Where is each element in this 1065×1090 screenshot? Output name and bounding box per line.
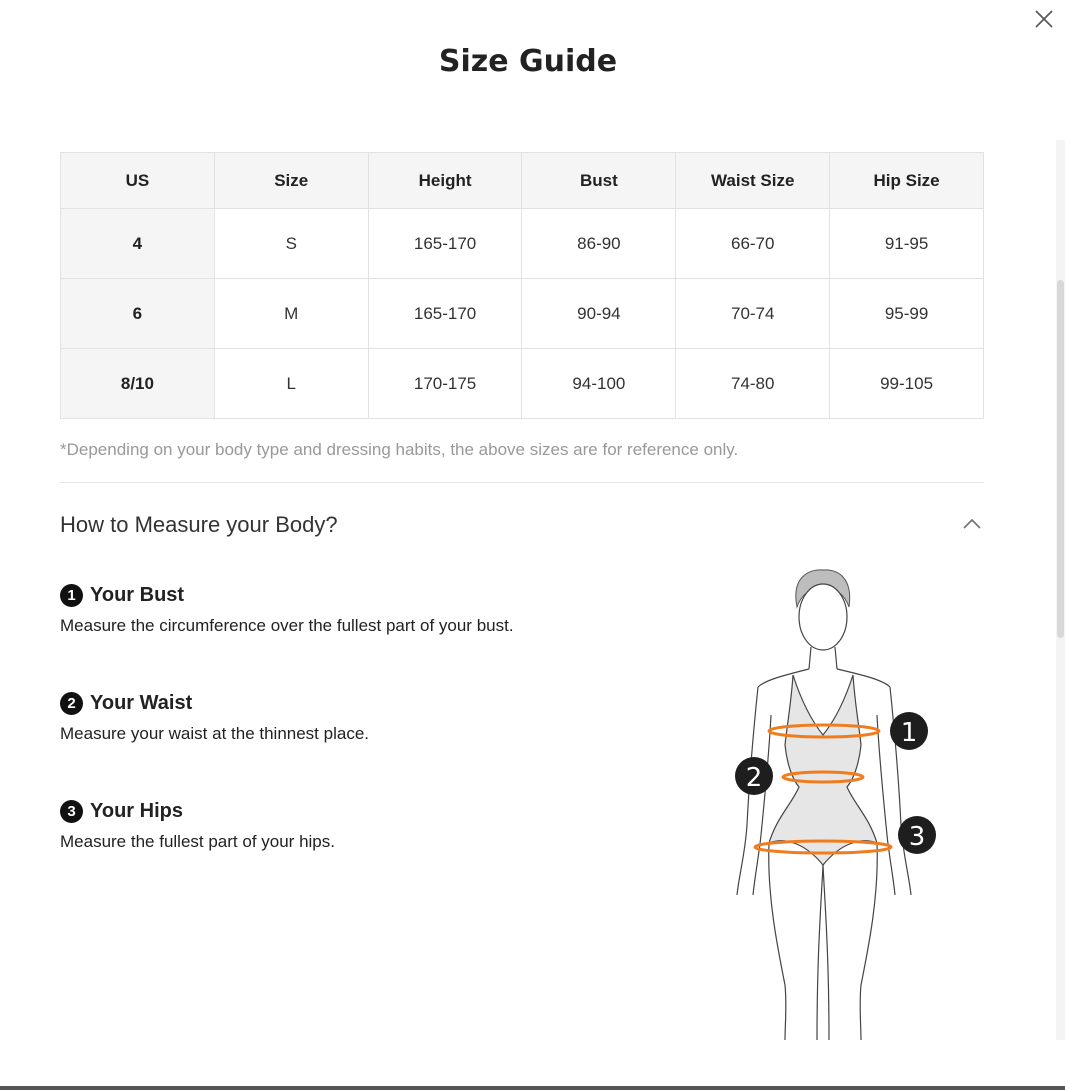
chevron-up-icon: [962, 517, 982, 531]
table-row: [61, 349, 984, 419]
marker-1: [890, 712, 928, 750]
table-cell-us: 8/10: [61, 349, 215, 419]
scrollbar-thumb[interactable]: [1057, 280, 1064, 638]
table-cell: 91-95: [830, 209, 984, 279]
step-number-badge: 2: [60, 692, 83, 715]
reference-note: *Depending on your body type and dressing habits, the above sizes are for reference only.: [60, 440, 739, 459]
table-cell-us: 6: [61, 279, 215, 349]
table-cell: 66-70: [676, 209, 830, 279]
marker-3: [898, 816, 936, 854]
table-cell: 99-105: [830, 349, 984, 419]
table-cell: 74-80: [676, 349, 830, 419]
table-cell-us: 4: [61, 209, 215, 279]
svg-text:1: 1: [900, 718, 918, 748]
column-header-hip: Hip Size: [830, 153, 984, 209]
table-cell: 165-170: [368, 209, 522, 279]
marker-2: [735, 757, 773, 795]
column-header-height: Height: [368, 153, 522, 209]
svg-text:2: 2: [745, 763, 763, 793]
table-row: [61, 209, 984, 279]
step-description: Measure the fullest part of your hips.: [60, 832, 335, 851]
table-header-row: [61, 153, 984, 209]
column-header-bust: Bust: [522, 153, 676, 209]
table-cell: 95-99: [830, 279, 984, 349]
table-cell: L: [214, 349, 368, 419]
body-measurement-figure: [725, 565, 950, 1040]
table-cell: 170-175: [368, 349, 522, 419]
step-description: Measure your waist at the thinnest place.: [60, 724, 369, 743]
page-bottom-edge: [0, 1086, 1065, 1090]
column-header-size: Size: [214, 153, 368, 209]
table-cell: 90-94: [522, 279, 676, 349]
step-description: Measure the circumference over the fullest part of your bust.: [60, 616, 514, 635]
section-divider: [60, 482, 984, 483]
measure-section-title: How to Measure your Body?: [60, 512, 338, 537]
column-header-waist: Waist Size: [676, 153, 830, 209]
table-cell: 70-74: [676, 279, 830, 349]
measure-step-bust: [60, 582, 514, 636]
close-icon: [1032, 7, 1056, 31]
measure-step-hips: [60, 798, 335, 852]
svg-text:3: 3: [908, 822, 926, 852]
table-cell: 86-90: [522, 209, 676, 279]
page-title: Size Guide: [438, 44, 618, 79]
measure-step-waist: [60, 690, 369, 744]
step-title: Your Waist: [90, 691, 193, 714]
table-cell: 165-170: [368, 279, 522, 349]
table-cell: 94-100: [522, 349, 676, 419]
step-title: Your Bust: [90, 583, 185, 606]
size-table: [60, 152, 984, 419]
table-cell: S: [214, 209, 368, 279]
step-number-badge: 3: [60, 800, 83, 823]
step-title: Your Hips: [90, 799, 183, 822]
step-number-badge: 1: [60, 584, 83, 607]
table-cell: M: [214, 279, 368, 349]
column-header-us: US: [61, 153, 215, 209]
table-row: [61, 279, 984, 349]
close-button[interactable]: [1032, 7, 1056, 31]
measure-section-toggle[interactable]: [60, 510, 984, 540]
